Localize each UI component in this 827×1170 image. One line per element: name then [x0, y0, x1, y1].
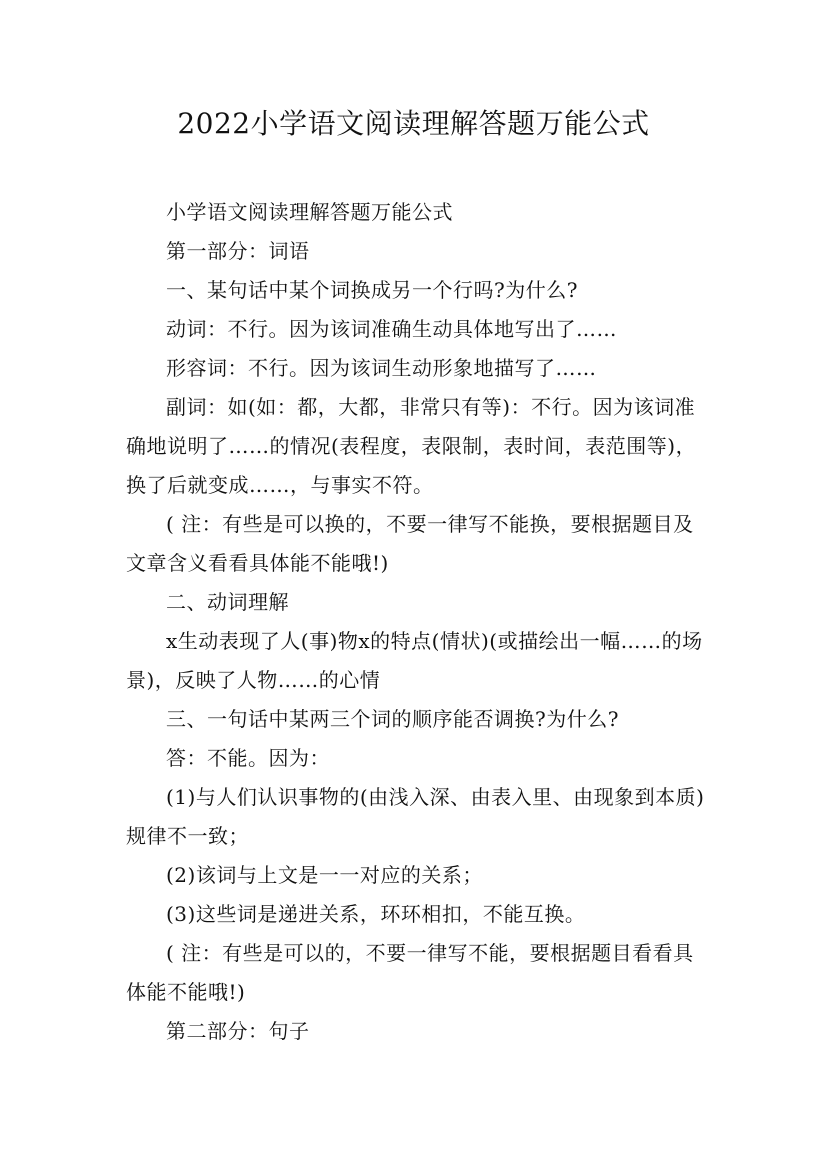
paragraph-reason-three: (3)这些词是递进关系，环环相扣，不能互换。	[166, 902, 586, 926]
paragraph-question-one: 一、某句话中某个词换成另一个行吗?为什么?	[166, 278, 578, 302]
paragraph-adjective-answer: 形容词：不行。因为该词生动形象地描写了……	[166, 356, 597, 380]
paragraph-reason-two: (2)该词与上文是一一对应的关系；	[166, 863, 483, 887]
paragraph-note-one: ( 注：有些是可以换的，不要一律写不能换，要根据题目及文章含义看看具体能不能哦!)	[126, 512, 694, 575]
paragraph-subtitle: 小学语文阅读理解答题万能公式	[166, 200, 453, 224]
paragraph-verb-understanding-formula: x生动表现了人(事)物x的特点(情状)(或描绘出一幅……的场景)，反映了人物……的心情	[126, 629, 703, 692]
paragraph-question-three: 三、一句话中某两三个词的顺序能否调换?为什么?	[166, 707, 619, 731]
paragraph-part-one-heading: 第一部分：词语	[166, 239, 310, 263]
paragraph-verb-answer: 动词：不行。因为该词准确生动具体地写出了……	[166, 317, 617, 341]
paragraph-verb-understanding-heading: 二、动词理解	[166, 590, 289, 614]
paragraph-answer-intro: 答：不能。因为：	[166, 746, 330, 770]
paragraph-note-two: ( 注：有些是可以的，不要一律写不能，要根据题目看看具体能不能哦!)	[126, 941, 694, 1004]
paragraph-part-two-heading: 第二部分：句子	[166, 1019, 310, 1043]
document-title: 2022小学语文阅读理解答题万能公式	[177, 107, 650, 140]
paragraph-adverb-answer: 副词：如(如：都，大都，非常只有等)：不行。因为该词准确地说明了……的情况(表程度，表限制，表时间，表范围等)，换了后就变成……，与事实不符。	[126, 395, 697, 497]
document-body	[126, 193, 706, 1051]
paragraph-reason-one: (1)与人们认识事物的(由浅入深、由表入里、由现象到本质)规律不一致；	[126, 785, 705, 848]
